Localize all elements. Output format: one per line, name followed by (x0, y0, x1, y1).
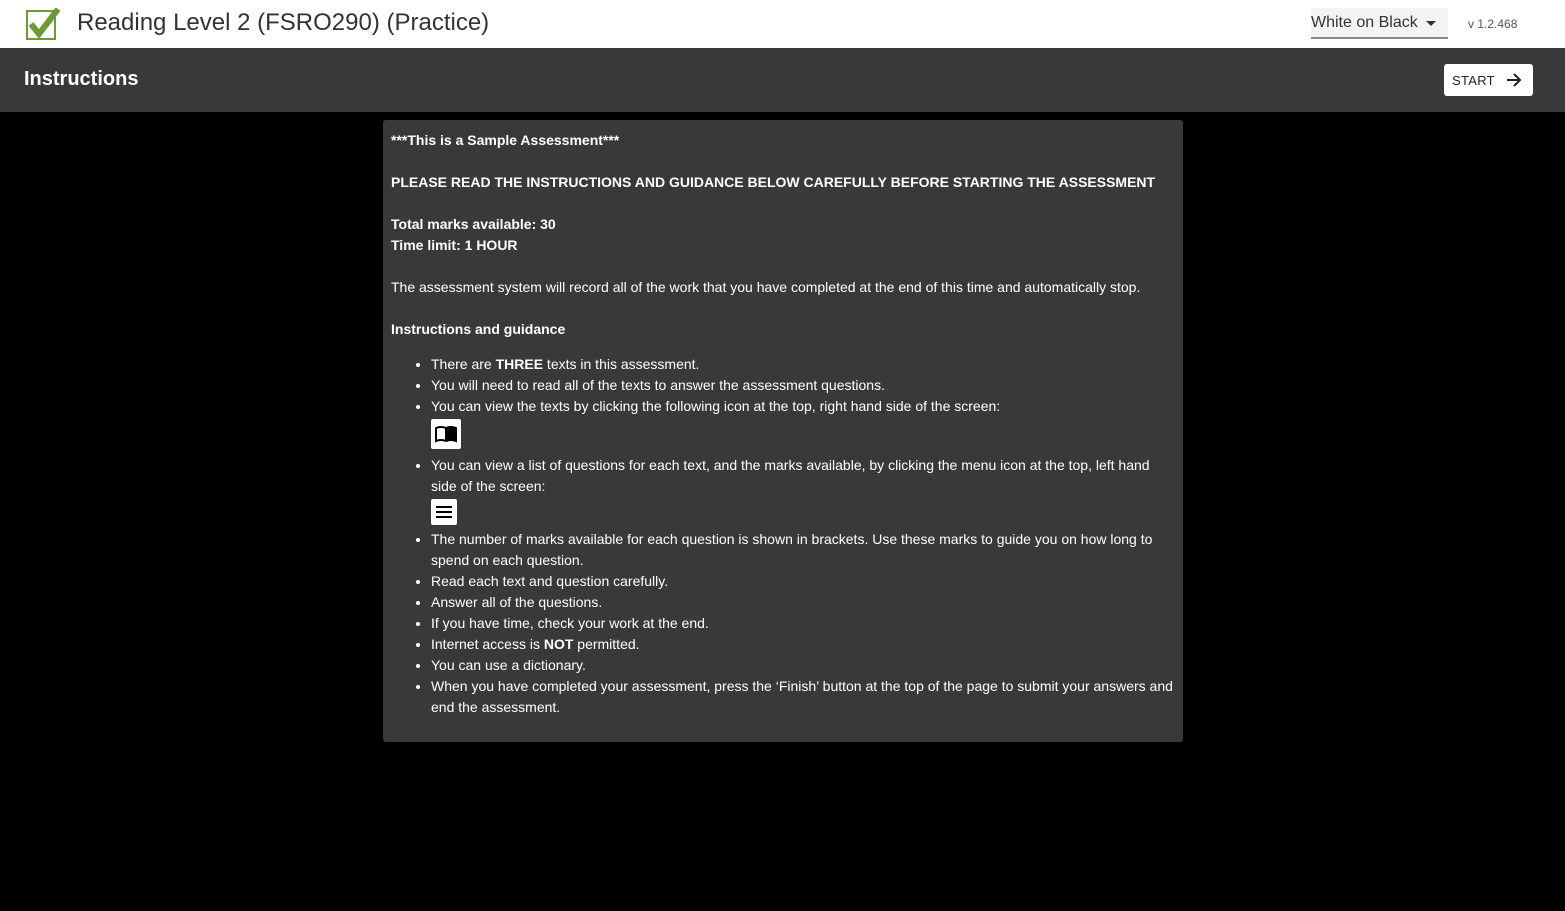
list-item (431, 354, 1175, 375)
header-bar (0, 48, 1565, 112)
sample-notice: ***This is a Sample Assessment*** (391, 132, 620, 148)
list-item: • You will need to read all of the texts to answer the assessment questions. (431, 375, 1175, 396)
time-limit: Time limit: 1 HOUR (391, 237, 518, 253)
guidance-heading: Instructions and guidance (391, 321, 566, 337)
list-item (431, 396, 1175, 449)
app-title: Reading Level 2 (FSRO290) (Practice) (77, 9, 490, 36)
list-item-text: texts in this assessment. (543, 356, 700, 372)
total-marks: Total marks available: 30 (391, 216, 556, 232)
list-item-text: You can view a list of questions for each text, and the marks available, by clicking the menu icon at the top, left hand side of the screen: (431, 457, 1150, 494)
list-item-text: Internet access is (431, 636, 544, 652)
list-item (431, 455, 1175, 525)
list-item: • When you have completed your assessment, press the ‘Finish’ button at the top of the page to submit your answers and end the assessment. (431, 676, 1175, 718)
list-item-text: You can view the texts by clicking the following icon at the top, right hand side of the screen: (431, 398, 1001, 414)
page-title: Instructions (24, 68, 139, 90)
arrow-right-icon (1504, 70, 1524, 90)
start-button-label: START (1452, 73, 1495, 88)
chevron-down-icon (1426, 21, 1436, 26)
list-item: • Read each text and question carefully. (431, 571, 1175, 592)
start-button[interactable] (1444, 64, 1533, 96)
green-checkbox-icon (26, 8, 60, 40)
list-item: • Answer all of the questions. (431, 592, 1175, 613)
list-item-text: There are (431, 356, 496, 372)
record-notice: The assessment system will record all of the work that you have completed at the end of this time and automatically stop. (391, 279, 1141, 295)
list-item (431, 634, 1175, 655)
version-label: v 1.2.468 (1468, 17, 1518, 31)
hamburger-menu-icon (431, 499, 457, 525)
theme-select[interactable] (1311, 8, 1448, 39)
list-item: • You can use a dictionary. (431, 655, 1175, 676)
list-item: • If you have time, check your work at the end. (431, 613, 1175, 634)
list-item-text: permitted. (573, 636, 640, 652)
marks-block (391, 214, 1175, 256)
top-bar (0, 0, 1565, 48)
list-item: • The number of marks available for each question is shown in brackets. Use these marks to guide you on how long to spend on each question. (431, 529, 1175, 571)
guidance-list (391, 354, 1175, 718)
list-item-emphasis: THREE (495, 356, 544, 372)
open-book-icon (431, 419, 461, 449)
list-item-emphasis: NOT (543, 636, 574, 652)
theme-select-value: White on Black (1311, 14, 1418, 31)
read-notice: PLEASE READ THE INSTRUCTIONS AND GUIDANCE BELOW CAREFULLY BEFORE STARTING THE ASSESSMENT (391, 174, 1156, 190)
instructions-panel (383, 120, 1183, 742)
